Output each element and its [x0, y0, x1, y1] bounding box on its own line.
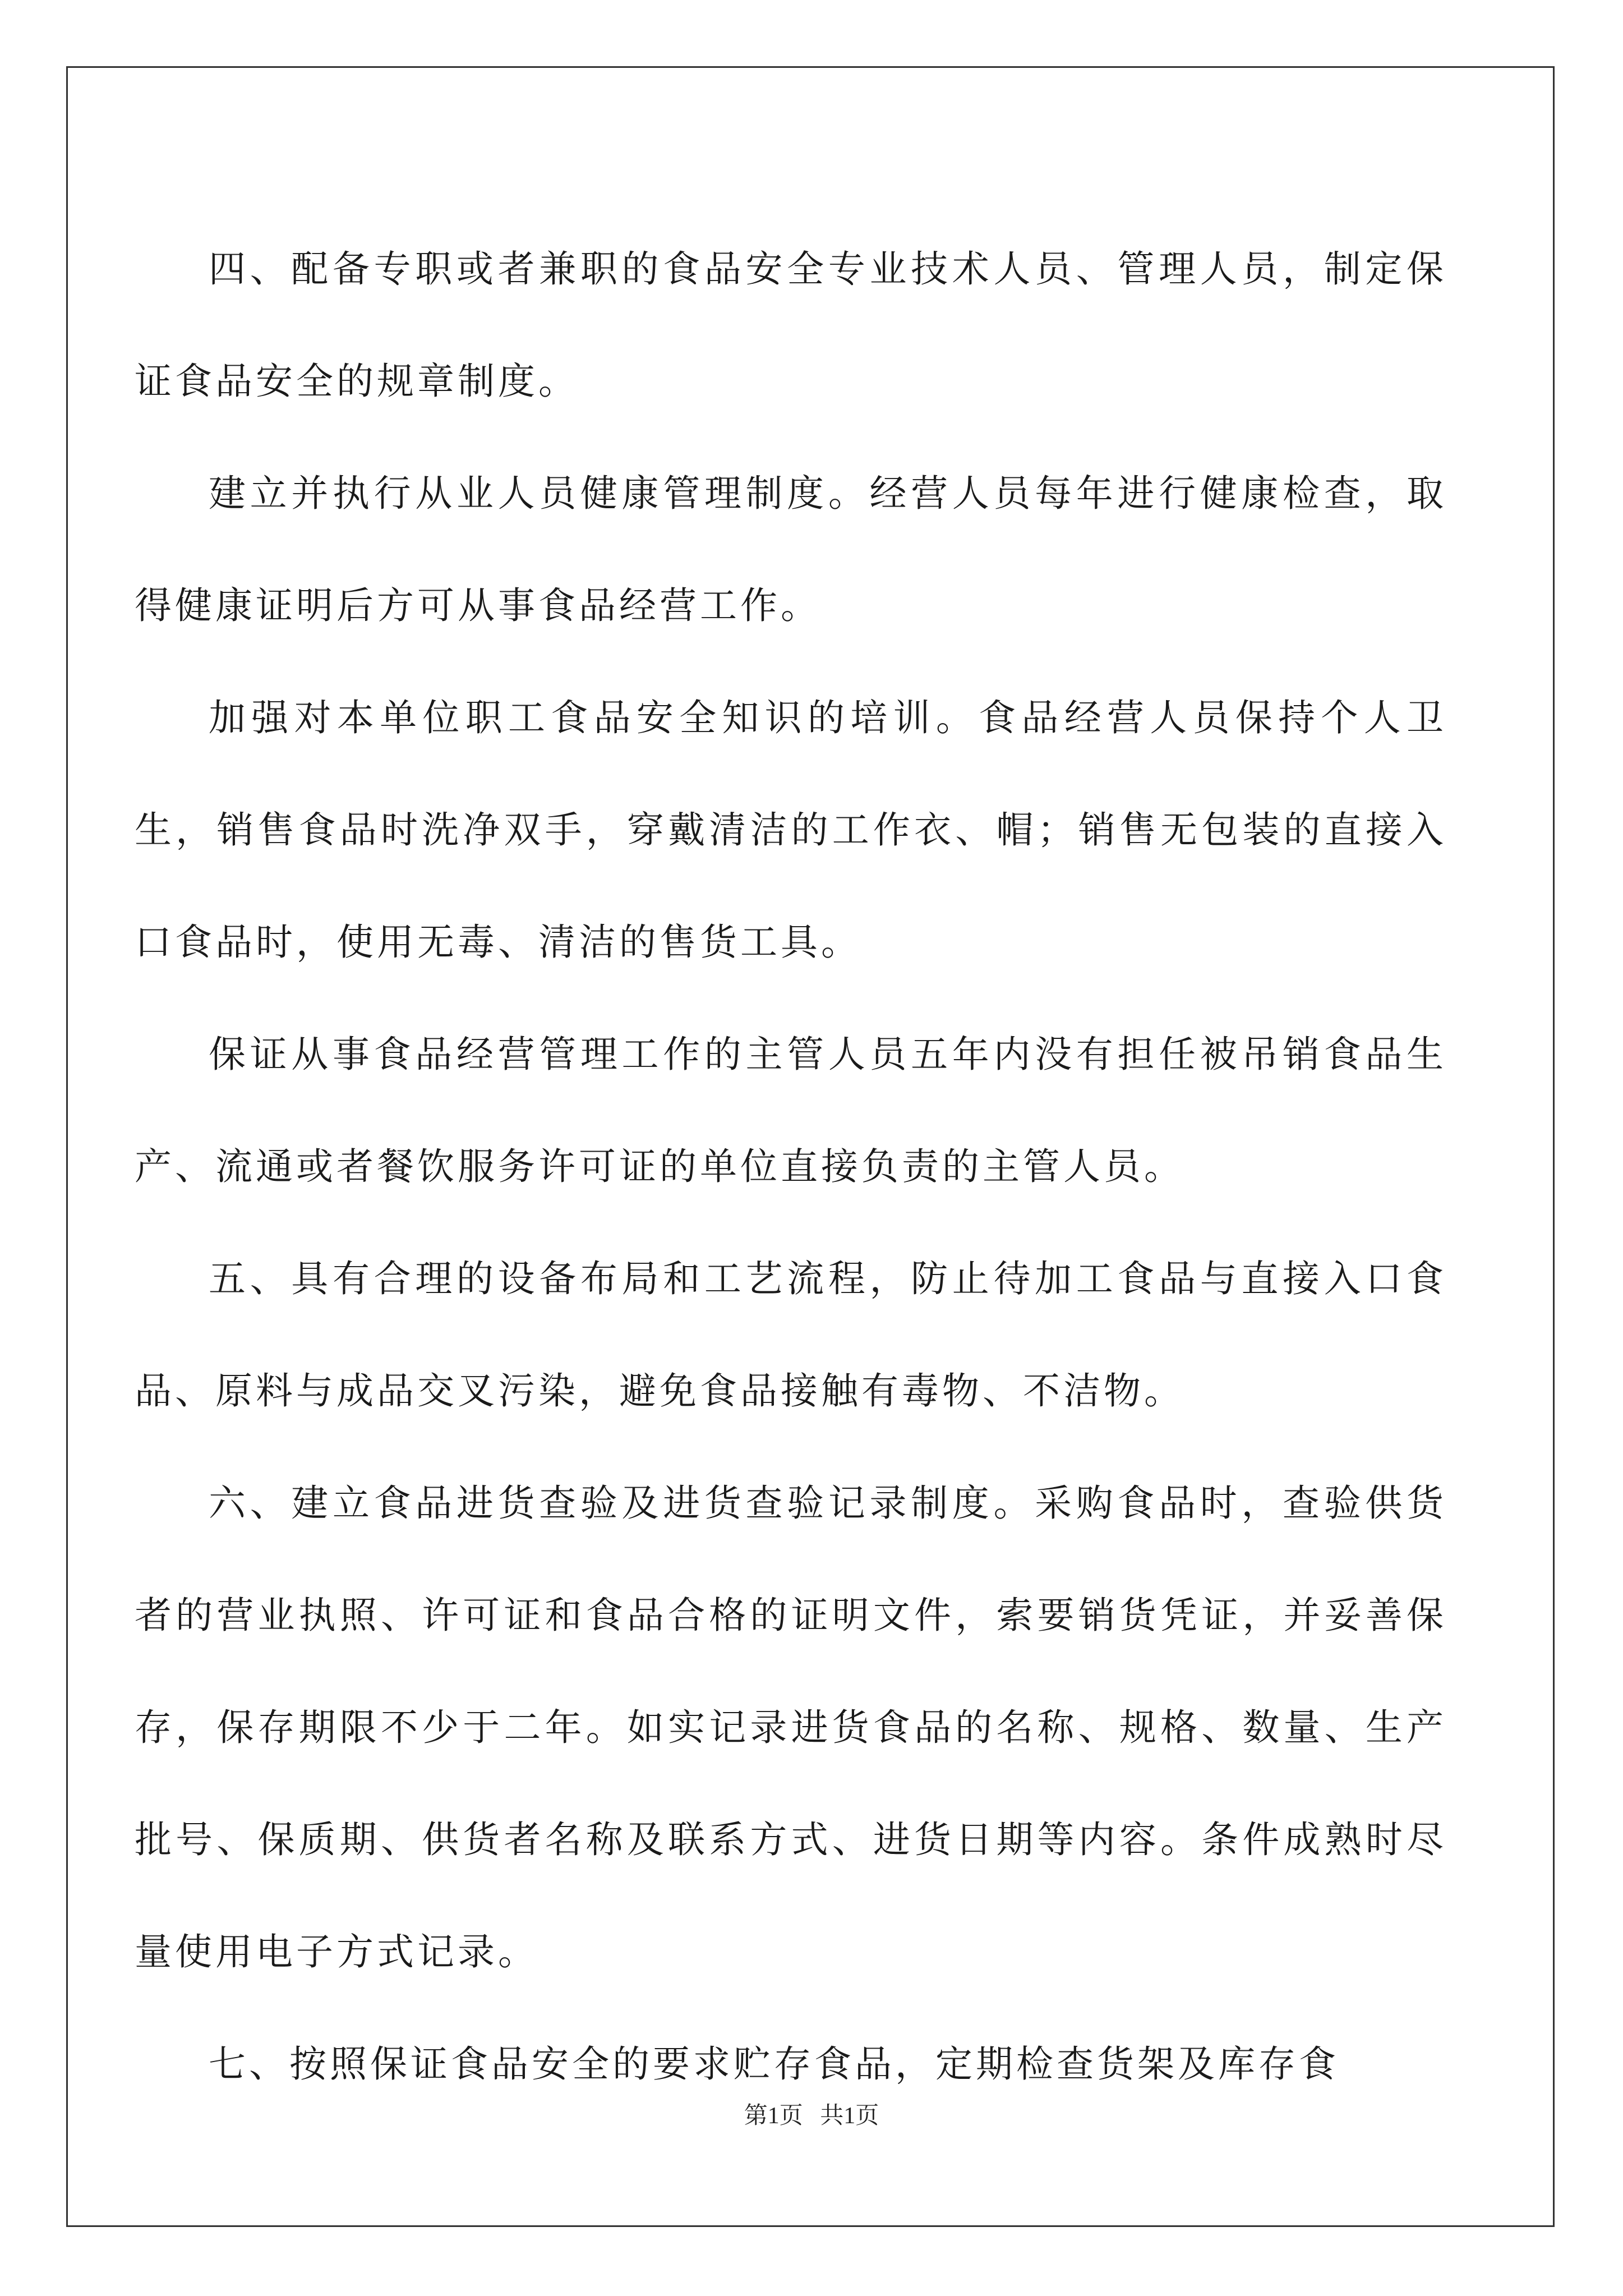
paragraph-supervisor-requirement: 保证从事食品经营管理工作的主管人员五年内没有担任被吊销食品生产、流通或者餐饮服务许可证的单位直接负责的主管人员。	[135, 1033, 1447, 1188]
paragraph-section-7: 七、按照保证食品安全的要求贮存食品，定期检查货架及库存食	[209, 2042, 1339, 2086]
paragraph-section-4: 四、配备专职或者兼职的食品安全专业技术人员、管理人员，制定保证食品安全的规章制度。	[135, 247, 1447, 403]
page-footer	[0, 2097, 1623, 2131]
paragraph-section-6: 六、建立食品进货查验及进货查验记录制度。采购食品时，查验供货者的营业执照、许可证和食品合格的证明文件，索要销货凭证，并妥善保存，保存期限不少于二年。如实记录进货食品的名称、规格、数量、生产批号、保质期、供货者名称及联系方式、进货日期等内容。条件成熟时尽量使用电子方式记录。	[135, 1481, 1447, 1973]
page-total: 共1页	[820, 2103, 879, 2129]
paragraph-health-management: 建立并执行从业人员健康管理制度。经营人员每年进行健康检查，取得健康证明后方可从事食品经营工作。	[135, 472, 1447, 627]
document-body	[135, 213, 1447, 2120]
paragraph-section-5: 五、具有合理的设备布局和工艺流程，防止待加工食品与直接入口食品、原料与成品交叉污染，避免食品接触有毒物、不洁物。	[135, 1257, 1447, 1412]
paragraph-training: 加强对本单位职工食品安全知识的培训。食品经营人员保持个人卫生，销售食品时洗净双手，穿戴清洁的工作衣、帽；销售无包装的直接入口食品时，使用无毒、清洁的售货工具。	[135, 696, 1447, 964]
page-number: 第1页	[744, 2103, 803, 2129]
